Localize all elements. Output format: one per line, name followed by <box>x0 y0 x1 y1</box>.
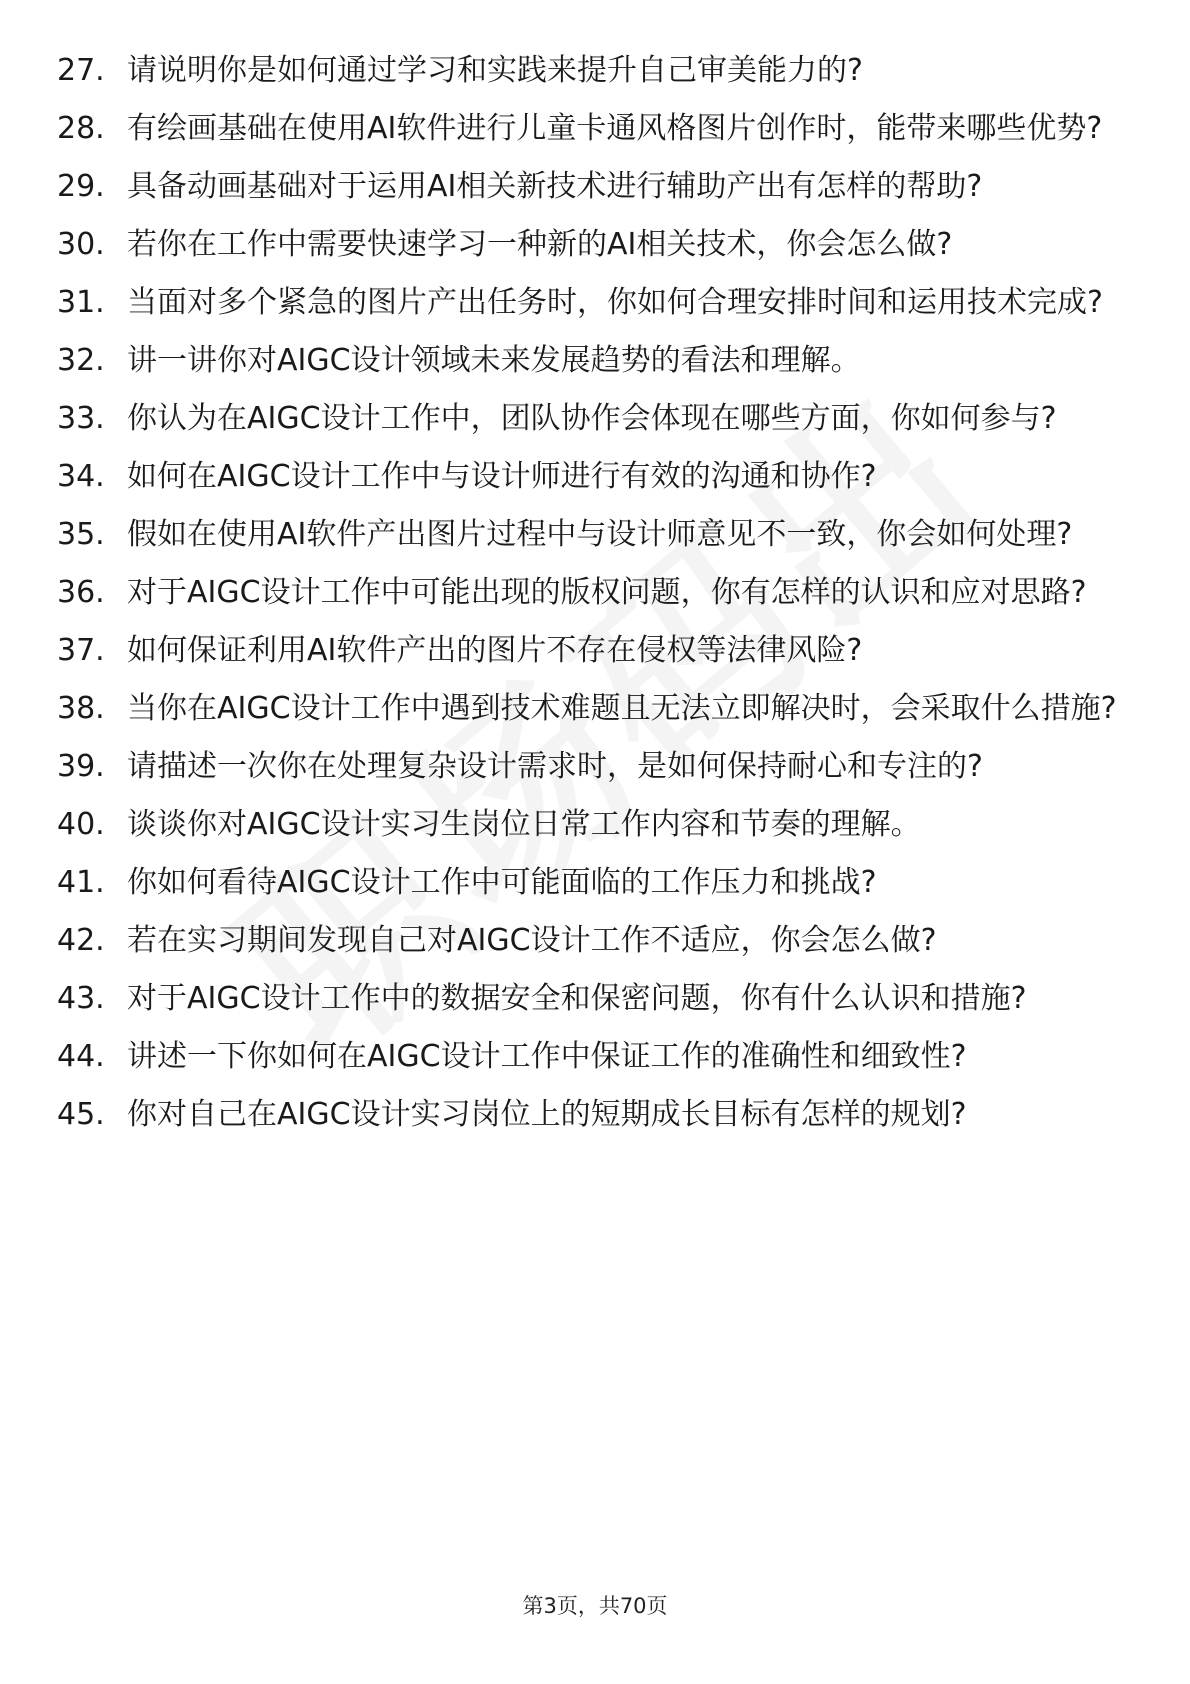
question-text: 假如在使用AI软件产出图片过程中与设计师意见不一致，你会如何处理? <box>127 517 1073 552</box>
list-item <box>0 574 1190 612</box>
question-text: 讲一讲你对AIGC设计领域未来发展趋势的看法和理解。 <box>127 343 861 378</box>
list-item <box>0 690 1190 728</box>
question-text: 具备动画基础对于运用AI相关新技术进行辅助产出有怎样的帮助? <box>127 169 983 204</box>
list-item <box>0 1096 1190 1134</box>
question-text: 当面对多个紧急的图片产出任务时，你如何合理安排时间和运用技术完成? <box>127 285 1103 320</box>
list-item <box>0 52 1190 90</box>
question-number: 34. <box>57 459 105 494</box>
question-number: 35. <box>57 517 105 552</box>
question-number: 31. <box>57 285 105 320</box>
page-number-label: 第3页，共70页 <box>522 1594 668 1618</box>
question-number: 38. <box>57 691 105 726</box>
question-text: 请描述一次你在处理复杂设计需求时，是如何保持耐心和专注的? <box>127 749 983 784</box>
list-item <box>0 284 1190 322</box>
list-item <box>0 110 1190 148</box>
question-number: 45. <box>57 1097 105 1132</box>
question-text: 如何保证利用AI软件产出的图片不存在侵权等法律风险? <box>127 633 863 668</box>
list-item <box>0 226 1190 264</box>
list-item <box>0 632 1190 670</box>
question-number: 39. <box>57 749 105 784</box>
list-item <box>0 980 1190 1018</box>
question-text: 讲述一下你如何在AIGC设计工作中保证工作的准确性和细致性? <box>127 1039 967 1074</box>
list-item <box>0 168 1190 206</box>
list-item <box>0 458 1190 496</box>
question-text: 当你在AIGC设计工作中遇到技术难题且无法立即解决时，会采取什么措施? <box>127 691 1117 726</box>
question-text: 如何在AIGC设计工作中与设计师进行有效的沟通和协作? <box>127 459 877 494</box>
list-item <box>0 864 1190 902</box>
question-text: 你认为在AIGC设计工作中，团队协作会体现在哪些方面，你如何参与? <box>127 401 1057 436</box>
question-text: 若在实习期间发现自己对AIGC设计工作不适应，你会怎么做? <box>127 923 937 958</box>
question-number: 28. <box>57 111 105 146</box>
list-item <box>0 516 1190 554</box>
page-footer <box>0 1590 1190 1620</box>
question-number: 36. <box>57 575 105 610</box>
question-text: 谈谈你对AIGC设计实习生岗位日常工作内容和节奏的理解。 <box>127 807 921 842</box>
question-text: 你对自己在AIGC设计实习岗位上的短期成长目标有怎样的规划? <box>127 1097 967 1132</box>
list-item <box>0 400 1190 438</box>
question-number: 41. <box>57 865 105 900</box>
list-item <box>0 748 1190 786</box>
list-item <box>0 922 1190 960</box>
question-number: 42. <box>57 923 105 958</box>
question-number: 30. <box>57 227 105 262</box>
question-number: 44. <box>57 1039 105 1074</box>
question-number: 37. <box>57 633 105 668</box>
question-number: 43. <box>57 981 105 1016</box>
list-item <box>0 1038 1190 1076</box>
question-number: 29. <box>57 169 105 204</box>
list-item <box>0 806 1190 844</box>
question-number: 32. <box>57 343 105 378</box>
list-item <box>0 342 1190 380</box>
question-text: 你如何看待AIGC设计工作中可能面临的工作压力和挑战? <box>127 865 877 900</box>
question-text: 请说明你是如何通过学习和实践来提升自己审美能力的? <box>127 53 863 88</box>
question-text: 有绘画基础在使用AI软件进行儿童卡通风格图片创作时，能带来哪些优势? <box>127 111 1103 146</box>
question-text: 对于AIGC设计工作中可能出现的版权问题，你有怎样的认识和应对思路? <box>127 575 1087 610</box>
question-text: 对于AIGC设计工作中的数据安全和保密问题，你有什么认识和措施? <box>127 981 1027 1016</box>
question-list <box>0 52 1190 1154</box>
question-number: 33. <box>57 401 105 436</box>
question-number: 40. <box>57 807 105 842</box>
question-number: 27. <box>57 53 105 88</box>
question-text: 若你在工作中需要快速学习一种新的AI相关技术，你会怎么做? <box>127 227 953 262</box>
